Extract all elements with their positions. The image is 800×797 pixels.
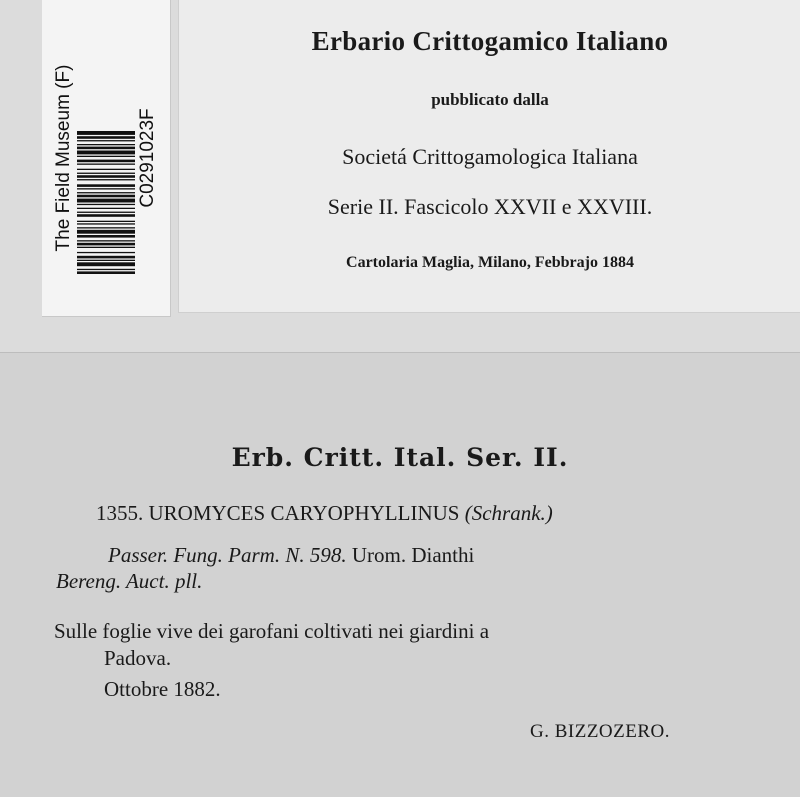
specimen-number: 1355. <box>96 501 144 525</box>
header-label <box>178 0 800 313</box>
header-series: Serie II. Fascicolo XXVII e XXVIII. <box>327 194 653 219</box>
header-title: Erbario Crittogamico Italiano <box>311 26 669 56</box>
specimen-reference-line <box>108 543 474 568</box>
barcode-icon <box>77 40 135 276</box>
specimen-description-1: Sulle foglie vive dei garofani coltivati nei giardini a <box>54 619 490 643</box>
barcode-label <box>42 0 171 317</box>
specimen-reference-plain: Urom. Dianthi <box>351 543 475 567</box>
barcode-catalog-number: C0291023F <box>137 108 158 208</box>
barcode-institution: The Field Museum (F) <box>53 64 74 252</box>
specimen-collector: G. BIZZOZERO. <box>530 721 671 742</box>
specimen-title-line <box>96 501 553 526</box>
specimen-header: Erb. Critt. Ital. Ser. II. <box>231 443 569 472</box>
header-society: Societá Crittogamologica Italiana <box>342 144 638 169</box>
specimen-authority: (Schrank.) <box>464 501 553 525</box>
barcode-block <box>42 33 170 283</box>
specimen-taxon: UROMYCES CARYOPHYLLINUS <box>148 501 460 525</box>
header-subtitle: pubblicato dalla <box>431 90 549 109</box>
specimen-reference-italic: Passer. Fung. Parm. N. 598. <box>108 543 347 567</box>
specimen-label <box>0 352 800 797</box>
specimen-description-2: Padova. <box>104 646 172 670</box>
specimen-date: Ottobre 1882. <box>104 677 221 701</box>
header-printer: Cartolaria Maglia, Milano, Febbrajo 1884 <box>346 254 634 271</box>
specimen-reference-line-2: Bereng. Auct. pll. <box>56 569 203 593</box>
